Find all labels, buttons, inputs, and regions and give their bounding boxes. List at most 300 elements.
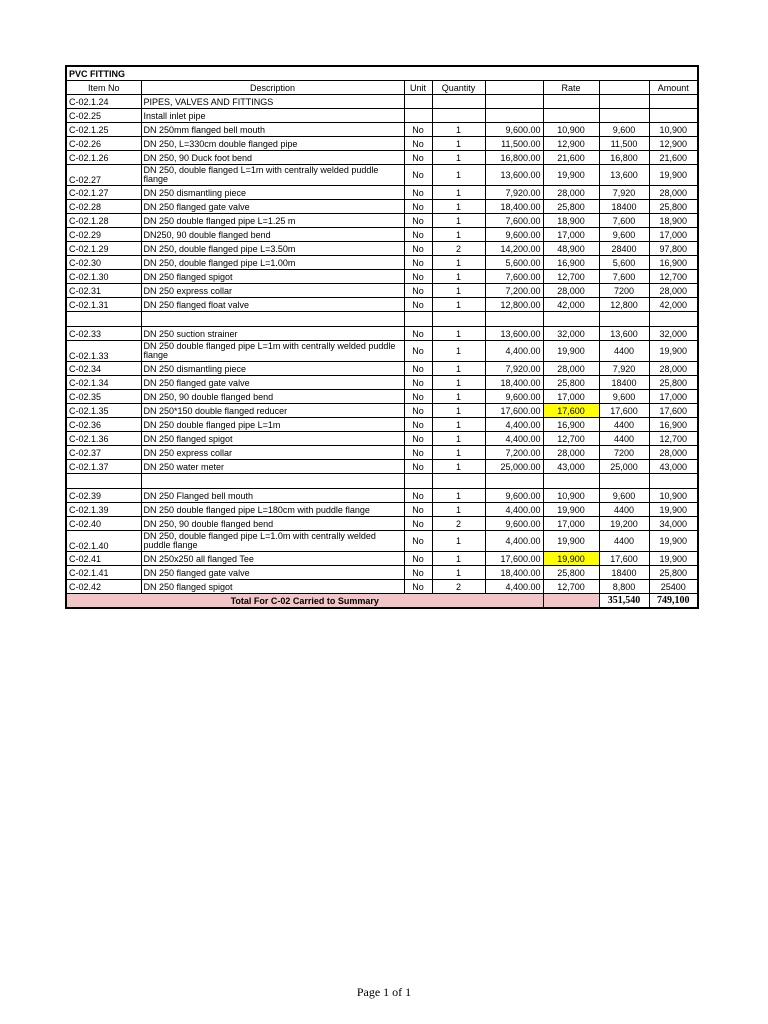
unit-cell: No: [404, 214, 432, 228]
amount-cell: 43,000: [649, 460, 698, 474]
item-no-cell: C-02.1.39: [66, 503, 141, 517]
description-cell: DN 250 flanged spigot: [141, 270, 404, 284]
rate-cell: 19,900: [543, 165, 599, 186]
unit-cell: No: [404, 298, 432, 312]
base-amount-cell: 18400: [599, 200, 649, 214]
table-row: [66, 552, 698, 566]
amount-cell: 19,900: [649, 552, 698, 566]
base-rate-cell: 9,600.00: [485, 123, 543, 137]
item-no-cell: C-02.40: [66, 517, 141, 531]
rate-cell: 10,900: [543, 489, 599, 503]
unit-cell: No: [404, 418, 432, 432]
rate-cell: [543, 109, 599, 123]
amount-cell: 25,800: [649, 566, 698, 580]
item-no-cell: C-02.26: [66, 137, 141, 151]
item-no-cell: C-02.34: [66, 362, 141, 376]
description-cell: DN 250, double flanged pipe L=3.50m: [141, 242, 404, 256]
item-no-cell: C-02.1.24: [66, 95, 141, 109]
base-amount-cell: 18400: [599, 566, 649, 580]
unit-cell: No: [404, 242, 432, 256]
header-item-no: Item No: [66, 81, 141, 95]
rate-cell: 17,000: [543, 228, 599, 242]
rate-cell: 17,000: [543, 517, 599, 531]
amount-cell: 34,000: [649, 517, 698, 531]
base-rate-cell: 13,600.00: [485, 327, 543, 341]
table-row: [66, 109, 698, 123]
base-rate-cell: [485, 109, 543, 123]
item-no-cell: C-02.1.35: [66, 404, 141, 418]
amount-cell: 32,000: [649, 327, 698, 341]
empty-cell: [66, 474, 141, 489]
item-no-cell: C-02.41: [66, 552, 141, 566]
item-no-cell: C-02.37: [66, 446, 141, 460]
amount-cell: 12,900: [649, 137, 698, 151]
base-rate-cell: 4,400.00: [485, 432, 543, 446]
item-no-cell: C-02.1.40: [66, 531, 141, 552]
rate-cell: 32,000: [543, 327, 599, 341]
base-amount-cell: 13,600: [599, 327, 649, 341]
table-row: [66, 517, 698, 531]
description-cell: DN 250 water meter: [141, 460, 404, 474]
description-cell: DN 250, L=330cm double flanged pipe: [141, 137, 404, 151]
table-row: [66, 362, 698, 376]
unit-cell: No: [404, 446, 432, 460]
description-cell: DN 250 dismantling piece: [141, 186, 404, 200]
empty-cell: [141, 312, 404, 327]
base-amount-cell: 4400: [599, 531, 649, 552]
unit-cell: No: [404, 362, 432, 376]
table-row: [66, 200, 698, 214]
rate-cell: 17,000: [543, 390, 599, 404]
rate-cell: 28,000: [543, 446, 599, 460]
description-cell: DN 250, 90 double flanged bend: [141, 517, 404, 531]
base-amount-cell: 12,800: [599, 298, 649, 312]
sheet-title: PVC FITTING: [66, 66, 698, 81]
blank-row: [66, 312, 698, 327]
description-cell: DN 250*150 double flanged reducer: [141, 404, 404, 418]
description-cell: Install inlet pipe: [141, 109, 404, 123]
base-rate-cell: 14,200.00: [485, 242, 543, 256]
base-amount-cell: [599, 109, 649, 123]
unit-cell: [404, 109, 432, 123]
rate-cell: 19,900: [543, 552, 599, 566]
unit-cell: No: [404, 531, 432, 552]
description-cell: DN 250 flanged spigot: [141, 432, 404, 446]
amount-cell: 25400: [649, 580, 698, 594]
empty-cell: [649, 312, 698, 327]
table-row: [66, 256, 698, 270]
empty-cell: [404, 474, 432, 489]
item-no-cell: C-02.1.25: [66, 123, 141, 137]
unit-cell: No: [404, 376, 432, 390]
quantity-cell: 1: [432, 341, 485, 362]
description-cell: PIPES, VALVES AND FITTINGS: [141, 95, 404, 109]
item-no-cell: C-02.36: [66, 418, 141, 432]
quantity-cell: 1: [432, 503, 485, 517]
base-rate-cell: 4,400.00: [485, 531, 543, 552]
quantity-cell: 1: [432, 228, 485, 242]
table-row: [66, 489, 698, 503]
unit-cell: No: [404, 517, 432, 531]
item-no-cell: C-02.39: [66, 489, 141, 503]
empty-cell: [141, 474, 404, 489]
amount-cell: 10,900: [649, 123, 698, 137]
description-cell: DN 250mm flanged bell mouth: [141, 123, 404, 137]
table-row: [66, 137, 698, 151]
item-no-cell: C-02.1.31: [66, 298, 141, 312]
description-cell: DN 250, double flanged pipe L=1.00m: [141, 256, 404, 270]
base-rate-cell: 4,400.00: [485, 418, 543, 432]
base-rate-cell: 7,600.00: [485, 270, 543, 284]
amount-cell: 28,000: [649, 362, 698, 376]
unit-cell: No: [404, 137, 432, 151]
empty-cell: [485, 474, 543, 489]
base-amount-cell: 7200: [599, 284, 649, 298]
quantity-cell: 1: [432, 446, 485, 460]
base-rate-cell: 17,600.00: [485, 552, 543, 566]
table-row: [66, 298, 698, 312]
page-footer: Page 1 of 1: [356, 985, 412, 999]
rate-cell: 19,900: [543, 503, 599, 517]
base-amount-cell: 4400: [599, 418, 649, 432]
description-cell: DN 250 flanged gate valve: [141, 566, 404, 580]
rate-cell: 21,600: [543, 151, 599, 165]
empty-cell: [543, 312, 599, 327]
base-rate-cell: 5,600.00: [485, 256, 543, 270]
empty-cell: [485, 312, 543, 327]
blank-row: [66, 474, 698, 489]
unit-cell: No: [404, 404, 432, 418]
description-cell: DN 250 suction strainer: [141, 327, 404, 341]
quantity-cell: 1: [432, 552, 485, 566]
base-amount-cell: 7200: [599, 446, 649, 460]
quantity-cell: 1: [432, 214, 485, 228]
header-quantity: Quantity: [432, 81, 485, 95]
quantity-cell: 1: [432, 489, 485, 503]
item-no-cell: C-02.30: [66, 256, 141, 270]
table-row: [66, 123, 698, 137]
description-cell: DN 250, double flanged pipe L=1.0m with centrally welded puddle flange: [141, 531, 404, 552]
unit-cell: [404, 95, 432, 109]
amount-cell: 12,700: [649, 270, 698, 284]
header-blank-1: [485, 81, 543, 95]
base-rate-cell: 9,600.00: [485, 390, 543, 404]
amount-cell: 28,000: [649, 284, 698, 298]
item-no-cell: C-02.1.41: [66, 566, 141, 580]
amount-cell: 10,900: [649, 489, 698, 503]
item-no-cell: C-02.42: [66, 580, 141, 594]
item-no-cell: C-02.29: [66, 228, 141, 242]
base-amount-cell: 17,600: [599, 404, 649, 418]
description-cell: DN 250 dismantling piece: [141, 362, 404, 376]
unit-cell: No: [404, 151, 432, 165]
base-rate-cell: 18,400.00: [485, 566, 543, 580]
table-row: [66, 460, 698, 474]
unit-cell: No: [404, 566, 432, 580]
quantity-cell: 1: [432, 432, 485, 446]
table-row: [66, 390, 698, 404]
table-row: [66, 95, 698, 109]
base-amount-cell: 25,000: [599, 460, 649, 474]
table-row: [66, 418, 698, 432]
amount-cell: 97,800: [649, 242, 698, 256]
rate-cell: 25,800: [543, 200, 599, 214]
quantity-cell: 1: [432, 137, 485, 151]
total-amount: 749,100: [649, 594, 698, 609]
base-amount-cell: 16,800: [599, 151, 649, 165]
base-amount-cell: 7,920: [599, 362, 649, 376]
unit-cell: No: [404, 460, 432, 474]
description-cell: DN 250 double flanged pipe L=1m: [141, 418, 404, 432]
description-cell: DN 250x250 all flanged Tee: [141, 552, 404, 566]
table-row: [66, 186, 698, 200]
unit-cell: No: [404, 228, 432, 242]
rate-cell: 12,700: [543, 270, 599, 284]
table-row: [66, 214, 698, 228]
base-rate-cell: 4,400.00: [485, 580, 543, 594]
total-secondary: 351,540: [599, 594, 649, 609]
base-amount-cell: 28400: [599, 242, 649, 256]
quantity-cell: 1: [432, 200, 485, 214]
amount-cell: 25,800: [649, 200, 698, 214]
table-row: [66, 580, 698, 594]
rate-cell: 19,900: [543, 341, 599, 362]
item-no-cell: C-02.1.29: [66, 242, 141, 256]
amount-cell: 12,700: [649, 432, 698, 446]
unit-cell: No: [404, 432, 432, 446]
base-rate-cell: 7,920.00: [485, 362, 543, 376]
item-no-cell: C-02.31: [66, 284, 141, 298]
amount-cell: 17,000: [649, 390, 698, 404]
amount-cell: 42,000: [649, 298, 698, 312]
base-amount-cell: 4400: [599, 432, 649, 446]
table-body: [66, 95, 698, 594]
item-no-cell: C-02.27: [66, 165, 141, 186]
amount-cell: 18,900: [649, 214, 698, 228]
base-amount-cell: 19,200: [599, 517, 649, 531]
description-cell: DN 250 express collar: [141, 446, 404, 460]
amount-cell: 21,600: [649, 151, 698, 165]
unit-cell: No: [404, 284, 432, 298]
base-rate-cell: 7,200.00: [485, 446, 543, 460]
item-no-cell: C-02.28: [66, 200, 141, 214]
base-rate-cell: 7,600.00: [485, 214, 543, 228]
table-row: [66, 503, 698, 517]
description-cell: DN 250 double flanged pipe L=180cm with puddle flange: [141, 503, 404, 517]
unit-cell: No: [404, 256, 432, 270]
rate-cell: 43,000: [543, 460, 599, 474]
quantity-cell: [432, 95, 485, 109]
base-amount-cell: 4400: [599, 341, 649, 362]
unit-cell: No: [404, 186, 432, 200]
table-row: [66, 446, 698, 460]
quantity-cell: 1: [432, 327, 485, 341]
description-cell: DN 250 double flanged pipe L=1.25 m: [141, 214, 404, 228]
quantity-cell: 1: [432, 165, 485, 186]
base-amount-cell: 8,800: [599, 580, 649, 594]
empty-cell: [432, 312, 485, 327]
base-amount-cell: 9,600: [599, 123, 649, 137]
amount-cell: 25,800: [649, 376, 698, 390]
quantity-cell: 1: [432, 256, 485, 270]
unit-cell: No: [404, 327, 432, 341]
amount-cell: 19,900: [649, 503, 698, 517]
table-row: [66, 566, 698, 580]
item-no-cell: C-02.1.33: [66, 341, 141, 362]
amount-cell: 16,900: [649, 418, 698, 432]
description-cell: DN 250 flanged gate valve: [141, 376, 404, 390]
table-row: [66, 270, 698, 284]
amount-cell: [649, 109, 698, 123]
empty-cell: [66, 312, 141, 327]
quantity-cell: 2: [432, 242, 485, 256]
rate-cell: 18,900: [543, 214, 599, 228]
empty-cell: [599, 474, 649, 489]
empty-cell: [599, 312, 649, 327]
description-cell: DN 250 flanged spigot: [141, 580, 404, 594]
base-rate-cell: 11,500.00: [485, 137, 543, 151]
base-rate-cell: 17,600.00: [485, 404, 543, 418]
base-rate-cell: 12,800.00: [485, 298, 543, 312]
bill-of-quantities-table: [65, 65, 699, 609]
empty-cell: [404, 312, 432, 327]
item-no-cell: C-02.25: [66, 109, 141, 123]
quantity-cell: 2: [432, 580, 485, 594]
quantity-cell: 1: [432, 566, 485, 580]
unit-cell: No: [404, 552, 432, 566]
quantity-cell: 1: [432, 123, 485, 137]
quantity-cell: 1: [432, 151, 485, 165]
base-amount-cell: 5,600: [599, 256, 649, 270]
base-amount-cell: [599, 95, 649, 109]
base-rate-cell: 25,000.00: [485, 460, 543, 474]
unit-cell: No: [404, 200, 432, 214]
base-rate-cell: 9,600.00: [485, 228, 543, 242]
description-cell: DN 250, 90 Duck foot bend: [141, 151, 404, 165]
item-no-cell: C-02.35: [66, 390, 141, 404]
empty-cell: [432, 474, 485, 489]
rate-cell: 28,000: [543, 186, 599, 200]
table-row: [66, 242, 698, 256]
item-no-cell: C-02.1.30: [66, 270, 141, 284]
unit-cell: No: [404, 580, 432, 594]
unit-cell: No: [404, 390, 432, 404]
table-row: [66, 531, 698, 552]
unit-cell: No: [404, 489, 432, 503]
rate-cell: 28,000: [543, 362, 599, 376]
rate-cell: 12,700: [543, 580, 599, 594]
amount-cell: 19,900: [649, 341, 698, 362]
base-amount-cell: 11,500: [599, 137, 649, 151]
base-amount-cell: 9,600: [599, 390, 649, 404]
table-row: [66, 404, 698, 418]
table-row: [66, 432, 698, 446]
quantity-cell: 1: [432, 362, 485, 376]
rate-cell: 16,900: [543, 256, 599, 270]
item-no-cell: C-02.1.26: [66, 151, 141, 165]
quantity-cell: 1: [432, 376, 485, 390]
base-rate-cell: 18,400.00: [485, 200, 543, 214]
amount-cell: 17,000: [649, 228, 698, 242]
rate-cell: 48,900: [543, 242, 599, 256]
item-no-cell: C-02.1.28: [66, 214, 141, 228]
item-no-cell: C-02.1.34: [66, 376, 141, 390]
header-description: Description: [141, 81, 404, 95]
rate-cell: [543, 95, 599, 109]
header-blank-2: [599, 81, 649, 95]
rate-cell: 17,600: [543, 404, 599, 418]
base-amount-cell: 13,600: [599, 165, 649, 186]
amount-cell: 28,000: [649, 186, 698, 200]
total-label: Total For C-02 Carried to Summary: [66, 594, 543, 609]
total-row: [66, 594, 698, 609]
base-rate-cell: 16,800.00: [485, 151, 543, 165]
header-row: [66, 81, 698, 95]
title-row: [66, 66, 698, 81]
base-rate-cell: 7,200.00: [485, 284, 543, 298]
unit-cell: No: [404, 341, 432, 362]
amount-cell: 19,900: [649, 531, 698, 552]
unit-cell: No: [404, 165, 432, 186]
total-spacer: [543, 594, 599, 609]
table-row: [66, 284, 698, 298]
quantity-cell: 1: [432, 186, 485, 200]
header-unit: Unit: [404, 81, 432, 95]
amount-cell: [649, 95, 698, 109]
quantity-cell: 2: [432, 517, 485, 531]
base-rate-cell: 4,400.00: [485, 503, 543, 517]
base-rate-cell: 13,600.00: [485, 165, 543, 186]
base-amount-cell: 4400: [599, 503, 649, 517]
table-row: [66, 327, 698, 341]
header-rate: Rate: [543, 81, 599, 95]
base-rate-cell: 18,400.00: [485, 376, 543, 390]
amount-cell: 17,600: [649, 404, 698, 418]
empty-cell: [543, 474, 599, 489]
rate-cell: 42,000: [543, 298, 599, 312]
description-cell: DN 250 double flanged pipe L=1m with centrally welded puddle flange: [141, 341, 404, 362]
rate-cell: 28,000: [543, 284, 599, 298]
rate-cell: 25,800: [543, 566, 599, 580]
quantity-cell: [432, 109, 485, 123]
table-row: [66, 341, 698, 362]
item-no-cell: C-02.1.37: [66, 460, 141, 474]
rate-cell: 16,900: [543, 418, 599, 432]
item-no-cell: C-02.1.36: [66, 432, 141, 446]
table-row: [66, 151, 698, 165]
base-rate-cell: [485, 95, 543, 109]
base-amount-cell: 7,920: [599, 186, 649, 200]
base-rate-cell: 4,400.00: [485, 341, 543, 362]
amount-cell: 28,000: [649, 446, 698, 460]
base-amount-cell: 7,600: [599, 214, 649, 228]
quantity-cell: 1: [432, 404, 485, 418]
rate-cell: 12,900: [543, 137, 599, 151]
base-amount-cell: 7,600: [599, 270, 649, 284]
amount-cell: 16,900: [649, 256, 698, 270]
quantity-cell: 1: [432, 418, 485, 432]
base-rate-cell: 9,600.00: [485, 489, 543, 503]
description-cell: DN250, 90 double flanged bend: [141, 228, 404, 242]
quantity-cell: 1: [432, 284, 485, 298]
amount-cell: 19,900: [649, 165, 698, 186]
description-cell: DN 250, double flanged L=1m with centrally welded puddle flange: [141, 165, 404, 186]
item-no-cell: C-02.1.27: [66, 186, 141, 200]
unit-cell: No: [404, 503, 432, 517]
description-cell: DN 250 flanged gate valve: [141, 200, 404, 214]
table-row: [66, 228, 698, 242]
base-rate-cell: 7,920.00: [485, 186, 543, 200]
